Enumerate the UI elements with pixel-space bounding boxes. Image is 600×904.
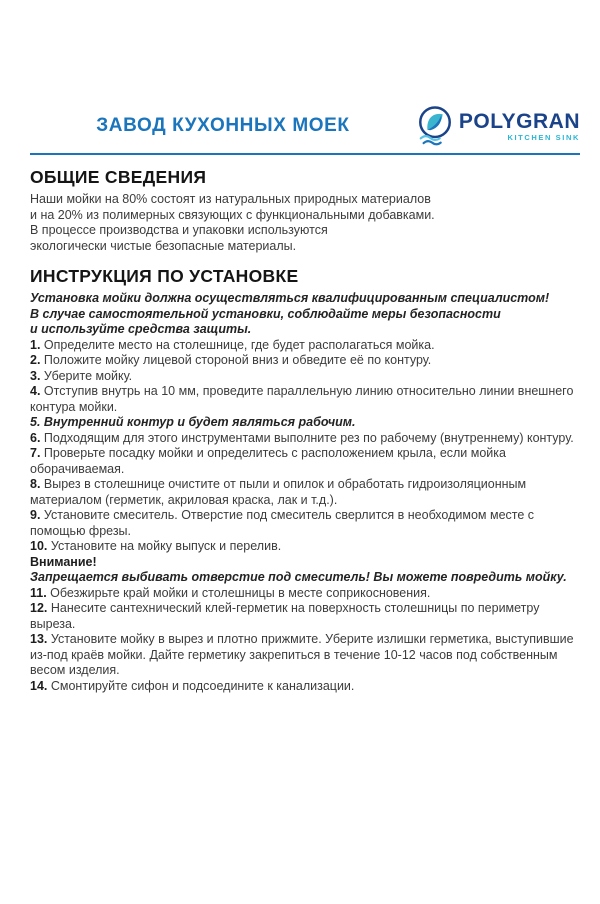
install-instructions-heading: ИНСТРУКЦИЯ ПО УСТАНОВКЕ [30, 266, 299, 286]
attention-title: Внимание! [30, 554, 97, 569]
step-number: 8. [30, 477, 41, 491]
polygran-wave-icon [416, 104, 454, 148]
instruction-step [30, 353, 580, 369]
step-number: 4. [30, 384, 41, 398]
general-info-heading: ОБЩИЕ СВЕДЕНИЯ [30, 167, 207, 187]
step-text: Положите мойку лицевой стороной вниз и обведите её по контуру. [40, 353, 432, 367]
header [30, 104, 580, 155]
step-number: 9. [30, 508, 41, 522]
attention-warning: Запрещается выбивать отверстие под смеситель! Вы можете повредить мойку. [30, 570, 567, 584]
instruction-step [30, 679, 580, 695]
step-text: Установите на мойку выпуск и перелив. [47, 539, 282, 553]
step-number: 7. [30, 446, 41, 460]
step-text: Отступив внутрь на 10 мм, проведите параллельную линию относительно линии внешнего контура мойки. [30, 384, 574, 414]
step-text: Подходящим для этого инструментами выполните рез по рабочему (внутреннему) контуру. [40, 430, 574, 445]
step-number: 2. [30, 353, 41, 367]
step-number: 1. [30, 337, 41, 352]
instruction-step [30, 446, 580, 477]
step-text: Проверьте посадку мойки и определитесь с расположением крыла, если мойка оборачиваемая. [30, 446, 506, 476]
step-text: Определите место на столешнице, где будет располагаться мойка. [40, 337, 435, 352]
document-content [30, 167, 580, 694]
step-number: 6. [30, 430, 41, 445]
step-number: 13. [30, 632, 48, 646]
instruction-step [30, 586, 580, 602]
instruction-step [30, 601, 580, 632]
instruction-step [30, 477, 580, 508]
header-divider [30, 153, 580, 155]
step-number: 12. [30, 601, 48, 615]
step-number: 10. [30, 539, 48, 553]
instruction-step [30, 384, 580, 415]
steps-list-1 [30, 338, 580, 555]
install-safety-warning: Установка мойки должна осуществляться квалифицированным специалистом! В случае самостоятельной установки, соблюдайте меры безопасности и используйте средства защиты. [30, 291, 550, 336]
step-text: Нанесите сантехнический клей-герметик на поверхность столешницы по периметру выреза. [30, 601, 540, 631]
brand-name: POLYGRAN [458, 109, 580, 133]
steps-list-2 [30, 586, 580, 695]
brand-tagline: KITCHEN SINK [507, 132, 580, 142]
step-text: Установите мойку в вырез и плотно прижмите. Уберите излишки герметика, выступившие из-под краёв мойки. Дайте герметику закрепиться в течение 10-12 часов под собственным весом изделия. [30, 632, 574, 677]
instruction-step [30, 338, 580, 354]
instruction-step [30, 431, 580, 447]
instruction-step [30, 539, 580, 555]
step-text: Уберите мойку. [40, 368, 133, 383]
instruction-step [30, 508, 580, 539]
step-number: 3. [30, 368, 41, 383]
step-text: Установите смеситель. Отверстие под смеситель сверлится в необходимом месте с помощью фрезы. [30, 508, 535, 538]
step-number: 11. [30, 585, 47, 600]
step-text: Вырез в столешнице очистите от пыли и опилок и обработать гидроизоляционным материалом (герметик, акриловая краска, лак и т.д.). [30, 477, 527, 507]
general-info-text: Наши мойки на 80% состоят из натуральных природных материалов и на 20% из полимерных связующих с функциональными добавками. В процессе производства и упаковки используются экологически чистые безопасные материалы. [30, 192, 435, 253]
step-text: Внутренний контур и будет являться рабочим. [40, 415, 356, 429]
step-text: Смонтируйте сифон и подсоедините к канализации. [47, 678, 355, 693]
instruction-step [30, 632, 580, 679]
step-number: 14. [30, 678, 48, 693]
step-number: 5. [30, 415, 41, 429]
instruction-step [30, 369, 580, 385]
factory-title: ЗАВОД КУХОННЫХ МОЕК [96, 115, 350, 136]
document-page [0, 104, 600, 904]
instruction-step [30, 415, 580, 431]
polygran-logo [416, 104, 580, 148]
step-text: Обезжирьте край мойки и столешницы в месте соприкосновения. [46, 585, 431, 600]
